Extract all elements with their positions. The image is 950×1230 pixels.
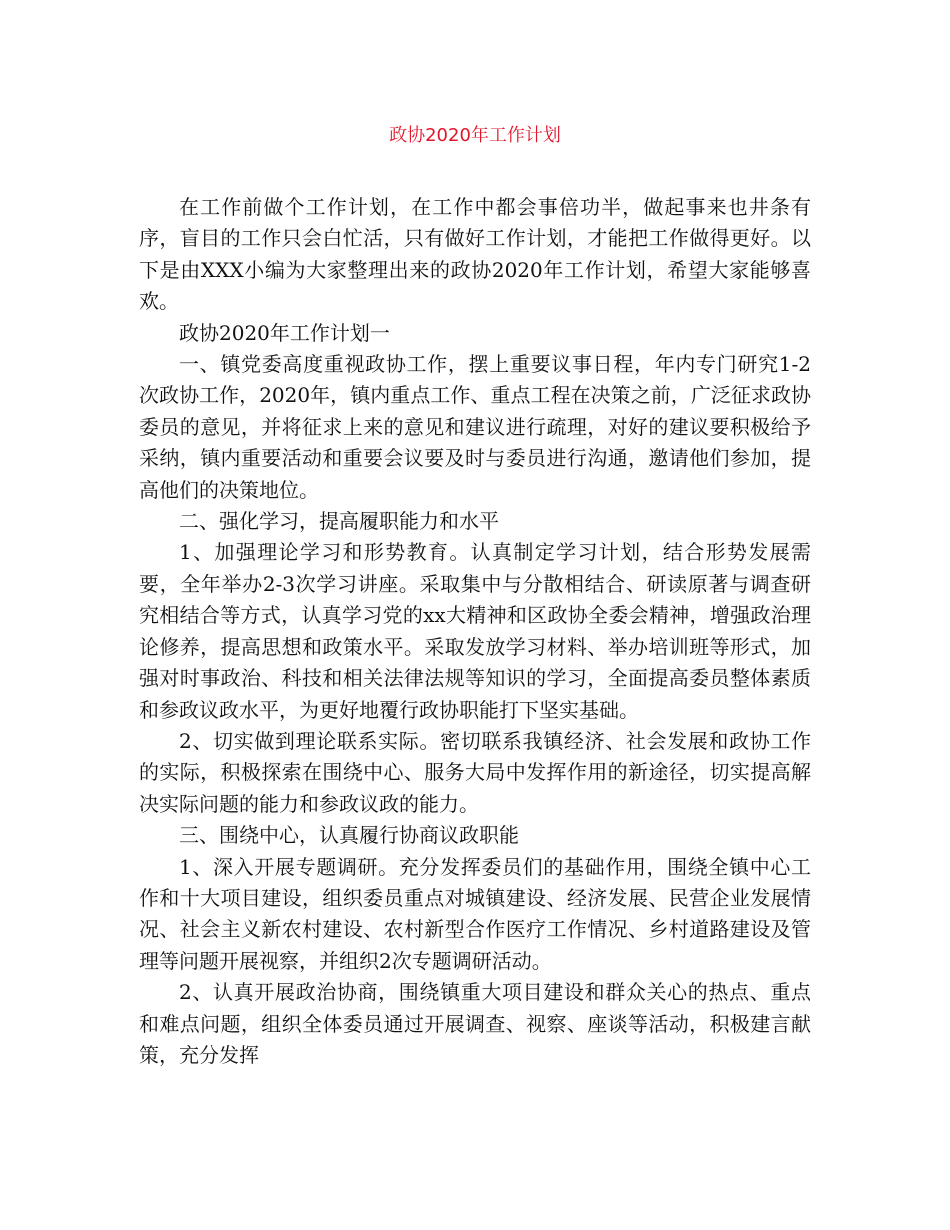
- paragraph-plan-heading: 政协2020年工作计划一: [179, 320, 390, 345]
- paragraph-section-one: 一、镇党委高度重视政协工作，摆上重要议事日程，年内专门研究1-2次政协工作，2020年，镇内重点工作、重点工程在决策之前，广泛征求政协委员的意见，并将征求上来的意见和建议进行疏理，对好的建议要积极给予采纳，镇内重要活动和重要会议要及时与委员进行沟通，邀请他们参加，提高他们的决策地位。: [139, 352, 811, 502]
- paragraph-section-three-heading: 三、围绕中心，认真履行协商议政职能: [179, 823, 519, 848]
- paragraph-intro: 在工作前做个工作计划，在工作中都会事倍功半，做起事来也井条有序，盲目的工作只会白忙活，只有做好工作计划，才能把工作做得更好。以下是由XXX小编为大家整理出来的政协2020年工作计划，希望大家能够喜欢。: [139, 195, 811, 314]
- paragraph-consultation: 2、认真开展政治协商，围绕镇重大项目建设和群众关心的热点、重点和难点问题，组织全体委员通过开展调查、视察、座谈等活动，积极建言献策，充分发挥: [139, 980, 811, 1067]
- paragraph-research: 1、深入开展专题调研。充分发挥委员们的基础作用，围绕全镇中心工作和十大项目建设，组织委员重点对城镇建设、经济发展、民营企业发展情况、社会主义新农村建设、农村新型合作医疗工作情况、乡村道路建设及管理等问题开展视察，并组织2次专题调研活动。: [139, 854, 811, 973]
- paragraph-theory-study: 1、加强理论学习和形势教育。认真制定学习计划，结合形势发展需要，全年举办2-3次学习讲座。采取集中与分散相结合、研读原著与调查研究相结合等方式，认真学习党的xx大精神和区政协全委会精神，增强政治理论修养，提高思想和政策水平。采取发放学习材料、举办培训班等形式，加强对时事政治、科技和相关法律法规等知识的学习，全面提高委员整体素质和参政议政水平，为更好地覆行政协职能打下坚实基础。: [139, 540, 811, 722]
- paragraph-theory-practice: 2、切实做到理论联系实际。密切联系我镇经济、社会发展和政协工作的实际，积极探索在围绕中心、服务大局中发挥作用的新途径，切实提高解决实际问题的能力和参政议政的能力。: [139, 728, 811, 816]
- document-body: [139, 192, 811, 1071]
- document-title: 政协2020年工作计划: [389, 125, 561, 146]
- paragraph-section-two-heading: 二、强化学习，提高履职能力和水平: [179, 509, 499, 534]
